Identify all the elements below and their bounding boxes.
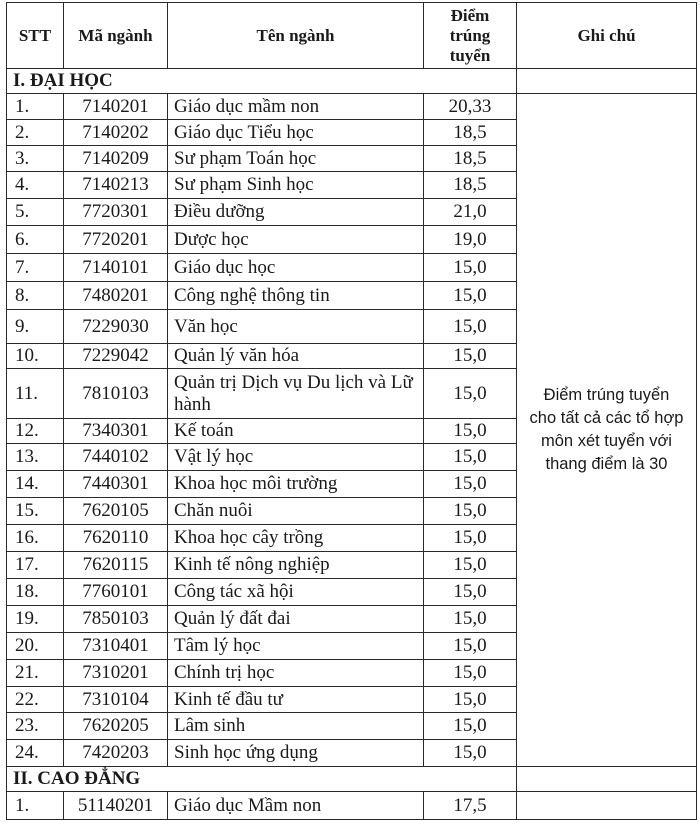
cell-score: 19,0: [424, 226, 517, 254]
header-name: Tên ngành: [168, 3, 424, 69]
cell-major-name: Sinh học ứng dụng: [168, 740, 424, 767]
cell-score: 15,0: [424, 254, 517, 282]
cell-score: 15,0: [424, 579, 517, 606]
cell-stt: 4.: [7, 172, 64, 199]
cell-major-name: Giáo dục Tiểu học: [168, 120, 424, 146]
cell-score: 15,0: [424, 713, 517, 740]
header-note: Ghi chú: [517, 3, 697, 69]
cell-stt: 3.: [7, 146, 64, 172]
cell-major-code: 7760101: [64, 579, 168, 606]
cell-score: 15,0: [424, 740, 517, 767]
table-row: [7, 94, 697, 120]
cell-major-name: Văn học: [168, 310, 424, 344]
cell-stt: 13.: [7, 444, 64, 471]
cell-major-name: Kinh tế nông nghiệp: [168, 552, 424, 579]
cell-score: 15,0: [424, 498, 517, 525]
cell-major-name: Giáo dục Mầm non: [168, 792, 424, 820]
cell-stt: 23.: [7, 713, 64, 740]
cell-major-name: Công nghệ thông tin: [168, 282, 424, 310]
cell-score: 15,0: [424, 660, 517, 687]
section-row: [7, 767, 697, 792]
cell-major-code: 7140101: [64, 254, 168, 282]
cell-major-name: Dược học: [168, 226, 424, 254]
cell-major-name: Tâm lý học: [168, 633, 424, 660]
cell-major-name: Giáo dục mầm non: [168, 94, 424, 120]
admission-score-table: [6, 2, 697, 820]
cell-major-code: 7229030: [64, 310, 168, 344]
cell-score: 15,0: [424, 444, 517, 471]
cell-major-code: 7140201: [64, 94, 168, 120]
cell-major-name: Quản trị Dịch vụ Du lịch và Lữ hành: [168, 369, 424, 419]
header-score-line: tuyển: [449, 45, 491, 65]
cell-major-code: 7440102: [64, 444, 168, 471]
cell-stt: 10.: [7, 344, 64, 369]
header-score: [424, 3, 517, 69]
section-row: [7, 69, 697, 94]
cell-major-name: Sư phạm Toán học: [168, 146, 424, 172]
cell-major-name: Quản lý văn hóa: [168, 344, 424, 369]
cell-major-name: Quản lý đất đai: [168, 606, 424, 633]
cell-major-name: Chăn nuôi: [168, 498, 424, 525]
cell-stt: 20.: [7, 633, 64, 660]
cell-major-name: Giáo dục học: [168, 254, 424, 282]
cell-stt: 18.: [7, 579, 64, 606]
cell-major-name: Khoa học môi trường: [168, 471, 424, 498]
cell-major-code: 7810103: [64, 369, 168, 419]
cell-stt: 8.: [7, 282, 64, 310]
cell-major-code: 7140202: [64, 120, 168, 146]
cell-score: 15,0: [424, 282, 517, 310]
cell-major-code: 7850103: [64, 606, 168, 633]
note-line: môn xét tuyển với: [541, 432, 672, 450]
cell-major-code: 7620115: [64, 552, 168, 579]
cell-major-code: 7620105: [64, 498, 168, 525]
cell-stt: 12.: [7, 419, 64, 444]
cell-stt: 11.: [7, 369, 64, 419]
cell-major-code: 7620205: [64, 713, 168, 740]
cell-major-code: 7420203: [64, 740, 168, 767]
cell-score: 15,0: [424, 552, 517, 579]
cell-stt: 15.: [7, 498, 64, 525]
cell-score: 20,33: [424, 94, 517, 120]
note-text: [521, 384, 692, 476]
cell-stt: 1.: [7, 94, 64, 120]
cell-note: [517, 792, 697, 820]
cell-score: 18,5: [424, 172, 517, 199]
table-row: [7, 792, 697, 820]
cell-major-code: 7480201: [64, 282, 168, 310]
cell-score: 15,0: [424, 687, 517, 713]
cell-major-name: Kế toán: [168, 419, 424, 444]
cell-score: 17,5: [424, 792, 517, 820]
cell-stt: 19.: [7, 606, 64, 633]
cell-major-code: 51140201: [64, 792, 168, 820]
section-title: I. ĐẠI HỌC: [7, 69, 517, 94]
header-code: Mã ngành: [64, 3, 168, 69]
section-note-cell: [517, 69, 697, 94]
cell-score: 15,0: [424, 471, 517, 498]
table-body: [7, 69, 697, 820]
cell-stt: 14.: [7, 471, 64, 498]
cell-stt: 9.: [7, 310, 64, 344]
note-line: cho tất cả các tổ hợp: [529, 409, 684, 427]
cell-stt: 2.: [7, 120, 64, 146]
cell-major-code: 7140209: [64, 146, 168, 172]
cell-stt: 16.: [7, 525, 64, 552]
section-note-cell: [517, 767, 697, 792]
header-score-line: Điểm: [450, 5, 490, 25]
cell-major-name: Khoa học cây trồng: [168, 525, 424, 552]
cell-major-code: 7620110: [64, 525, 168, 552]
cell-major-name: Chính trị học: [168, 660, 424, 687]
cell-score: 15,0: [424, 310, 517, 344]
cell-stt: 7.: [7, 254, 64, 282]
cell-score: 18,5: [424, 120, 517, 146]
cell-stt: 21.: [7, 660, 64, 687]
cell-score: 15,0: [424, 369, 517, 419]
cell-major-code: 7140213: [64, 172, 168, 199]
cell-score: 18,5: [424, 146, 517, 172]
cell-major-code: 7720301: [64, 199, 168, 226]
cell-major-code: 7720201: [64, 226, 168, 254]
cell-major-code: 7340301: [64, 419, 168, 444]
cell-score: 15,0: [424, 606, 517, 633]
cell-major-name: Điều dưỡng: [168, 199, 424, 226]
cell-major-name: Kinh tế đầu tư: [168, 687, 424, 713]
note-line: thang điểm là 30: [545, 455, 668, 473]
cell-major-name: Lâm sinh: [168, 713, 424, 740]
cell-stt: 17.: [7, 552, 64, 579]
section-title: II. CAO ĐẲNG: [7, 767, 517, 792]
cell-score: 15,0: [424, 344, 517, 369]
cell-major-code: 7310401: [64, 633, 168, 660]
cell-major-name: Vật lý học: [168, 444, 424, 471]
cell-major-name: Sư phạm Sinh học: [168, 172, 424, 199]
header-stt: STT: [7, 3, 64, 69]
cell-score: 15,0: [424, 419, 517, 444]
note-line: Điểm trúng tuyển: [543, 386, 670, 404]
cell-stt: 24.: [7, 740, 64, 767]
cell-stt: 22.: [7, 687, 64, 713]
header-row: [7, 3, 697, 69]
cell-major-code: 7229042: [64, 344, 168, 369]
cell-major-name: Công tác xã hội: [168, 579, 424, 606]
cell-score: 15,0: [424, 633, 517, 660]
cell-major-code: 7440301: [64, 471, 168, 498]
cell-score: 21,0: [424, 199, 517, 226]
cell-stt: 1.: [7, 792, 64, 820]
cell-stt: 5.: [7, 199, 64, 226]
cell-major-code: 7310201: [64, 660, 168, 687]
header-score-line: trúng: [449, 25, 491, 45]
cell-major-code: 7310104: [64, 687, 168, 713]
cell-note: [517, 94, 697, 767]
cell-stt: 6.: [7, 226, 64, 254]
cell-score: 15,0: [424, 525, 517, 552]
